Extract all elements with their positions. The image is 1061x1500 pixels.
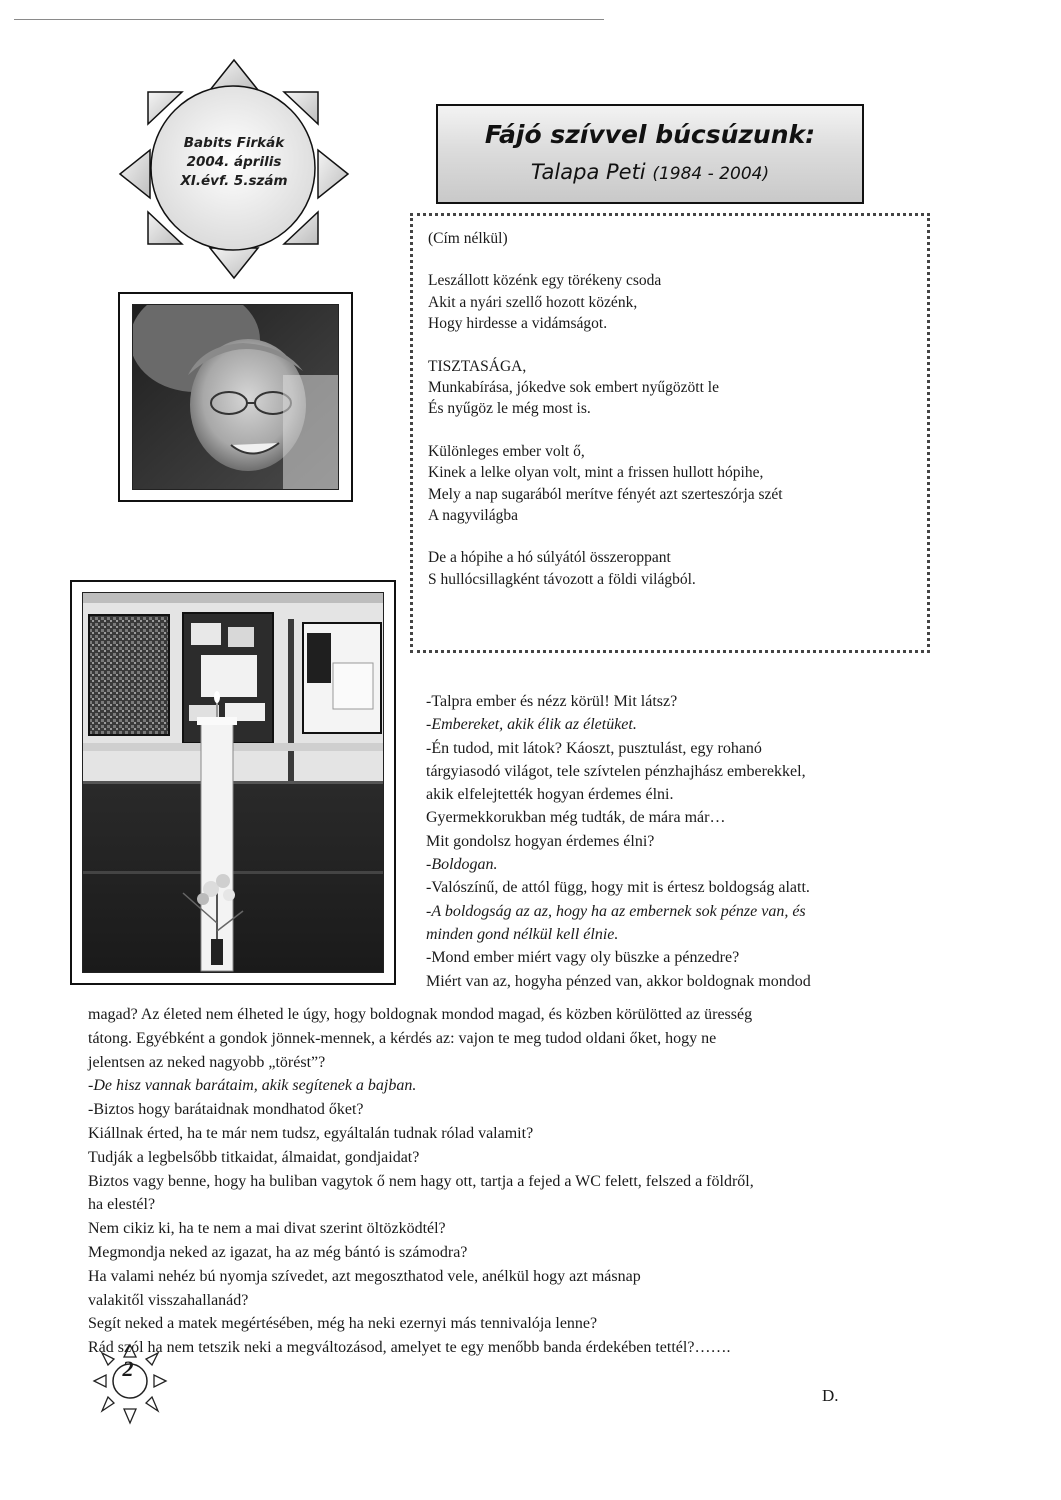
poem-line: De a hópihe a hó súlyától összeroppant [428,549,671,567]
poem-line: Hogy hirdesse a vidámságot. [428,315,608,333]
memorial-name: Talapa Peti [530,160,646,184]
memorial-subtitle [438,160,862,184]
dialogue-line: -Valószínű, de attól függ, hogy mit is értesz boldogság alatt. [426,879,810,897]
poem-line: Mely a nap sugarából merítve fényét azt szerteszórja szét [428,485,783,503]
memorial-years: (1984 - 2004) [652,164,770,184]
portrait-photo [132,304,339,490]
poem-stanza [428,270,928,334]
dialogue-line: -Boldogan. [426,856,498,874]
dialogue-line: Kiállnak érted, ha te már nem tudsz, egyáltalán tudnak rólad valamit? [88,1124,534,1142]
dialogue-line: Rád szól ha nem tetszik neki a megváltozásod, amelyet te egy menőbb banda érdekében tettél?……. [88,1339,731,1357]
poem-line: Leszállott közénk egy törékeny csoda [428,272,662,290]
poem [428,228,928,611]
dialogue-line: Biztos vagy benne, hogy ha buliban vagytok ő nem hagy ott, tartja a fejed a WC felett, felszed a földről, [88,1172,754,1190]
poem-line: A nagyvilágba [428,507,518,525]
memorial-photo-frame [70,580,396,985]
author-signature: D. [822,1386,839,1405]
memorial-title-box [436,104,864,204]
dialogue-line: -Talpra ember és nézz körül! Mit látsz? [426,693,678,710]
dialogue-line: -A boldogság az az, hogy ha az embernek sok pénze van, és [426,902,806,920]
dialogue-line: Nem cikiz ki, ha te nem a mai divat szerint öltözködtél? [88,1220,446,1238]
dialogue-line: tátong. Egyébként a gondok jönnek-mennek, a kérdés az: vajon te meg tudod oldani őket, hogy ne [88,1029,717,1047]
poem-stanza [428,441,928,527]
dialogue-line: -De hisz vannak barátaim, akik segítenek a bajban. [88,1077,417,1095]
memorial-photo [82,592,384,973]
dialogue-line: Tudják a legbelsőbb titkaidat, álmaidat, gondjaidat? [88,1148,420,1166]
dialogue-continuation [88,1003,978,1360]
masthead-line: XI.évf. 5.szám [180,173,288,189]
dialogue-line: Mit gondolsz hogyan érdemes élni? [426,832,655,850]
dialogue-line: minden gond nélkül kell élnie. [426,925,619,943]
masthead-line: Babits Firkák [183,135,285,151]
dialogue-line: akik elfelejtették hogyan érdemes élni. [426,786,674,804]
poem-stanza [428,547,928,590]
dialogue-line: Miért van az, hogyha pénzed van, akkor boldognak mondod [426,972,811,990]
memorial-title: Fájó szívvel búcsúzunk: [484,120,816,149]
poem-line: TISZTASÁGA, [428,357,527,375]
poem-line: Kinek a lelke olyan volt, mint a frissen hullott hópihe, [428,464,764,482]
dialogue-line: ha elestél? [88,1196,156,1214]
portrait-photo-frame [118,292,353,502]
dialogue-line: tárgyiasodó világot, tele szívtelen pénzhajhász emberekkel, [426,762,806,780]
masthead-text [166,134,302,191]
top-divider [14,19,604,20]
masthead-line: 2004. április [186,154,282,170]
dialogue-line: Gyermekkorukban még tudták, de mára már… [426,809,726,827]
dialogue-line: valakitől visszahallanád? [88,1291,249,1309]
poem-line: Akit a nyári szellő hozott közénk, [428,293,638,311]
dialogue-line: jelentsen az neked nagyobb „törést”? [88,1053,326,1071]
poem-line: S hullócsillagként távozott a földi világból. [428,570,696,588]
dialogue-column [426,690,986,993]
dialogue-line: Megmondja neked az igazat, ha az még bántó is számodra? [88,1243,468,1261]
poem-line: És nyűgöz le még most is. [428,400,591,418]
dialogue-line: -Biztos hogy barátaidnak mondhatod őket? [88,1101,364,1119]
dialogue-line: -Mond ember miért vagy oly büszke a pénzedre? [426,949,740,967]
masthead-sun-badge [118,58,350,280]
dialogue-line: magad? Az életed nem élheted le úgy, hogy boldognak mondod magad, és közben körülötted az üresség [88,1006,753,1023]
dialogue-line: Ha valami nehéz bú nyomja szívedet, azt megoszthatod vele, anélkül hogy azt másnap [88,1267,641,1285]
dialogue-line: -Én tudod, mit látok? Káoszt, pusztulást, egy rohanó [426,739,762,757]
poem-heading: (Cím nélkül) [428,230,508,247]
poem-line: Különleges ember volt ő, [428,442,585,460]
poem-stanza [428,356,928,420]
dialogue-line: Segít neked a matek megértésében, még ha neki ezernyi más tennivalója lenne? [88,1315,598,1333]
dialogue-line: -Embereket, akik élik az életüket. [426,716,637,734]
poem-line: Munkabírása, jókedve sok embert nyűgözött le [428,379,719,397]
page-number: 2 [122,1356,134,1381]
